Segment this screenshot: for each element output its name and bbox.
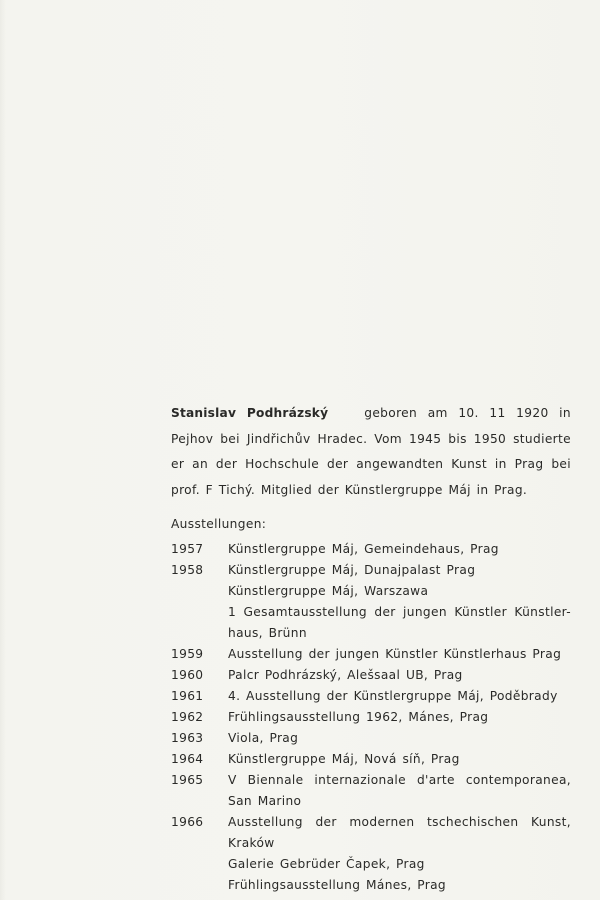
exhibition-year-1957 [171,539,571,560]
year-label: 1963 [171,731,204,745]
artist-biography-section [171,401,571,896]
exhibition-entries [228,644,571,665]
exhibition-year-1960 [171,665,571,686]
year-label: 1957 [171,542,204,556]
exhibitions-list [171,539,571,896]
exhibition-entries [228,707,571,728]
exhibition-year-1965 [171,770,571,812]
exhibition-entry: Galerie Gebrüder Čapek, Prag [228,857,425,871]
exhibition-entry: Ausstellung der jungen Künstler Künstlerhaus Prag [228,647,562,661]
year-label: 1962 [171,710,204,724]
year-label: 1958 [171,563,204,577]
exhibition-entry: V Biennale internazionale d'arte contemporanea, San Marino [228,773,571,808]
exhibition-entry: Ausstellung der modernen tschechischen Kunst, Kraków [228,815,571,850]
exhibition-entries [228,749,571,770]
exhibition-entry: Frühlingsausstellung 1962, Mánes, Prag [228,710,489,724]
exhibition-year-1959 [171,644,571,665]
exhibition-entry: Künstlergruppe Máj, Nová síň, Prag [228,752,460,766]
exhibition-entry: 1 Gesamtausstellung der jungen Künstler Künstler-haus, Brünn [228,605,571,640]
exhibition-entry: Viola, Prag [228,731,299,745]
exhibition-entries [228,539,571,560]
bio-text: geboren am 10. 11 1920 in Pejhov bei Jindřichův Hradec. Vom 1945 bis 1950 studierte er an der Hochschule der angewandten Kunst in Prag bei prof. F Tichý. Mitglied der Künstlergruppe Máj in Prag. [171,406,571,497]
exhibition-entries [228,812,571,896]
year-label: 1964 [171,752,204,766]
exhibition-year-1962 [171,707,571,728]
exhibitions-heading: Ausstellungen: [171,517,267,531]
exhibition-year-1963 [171,728,571,749]
exhibition-year-1958 [171,560,571,644]
exhibition-year-1961 [171,686,571,707]
exhibition-entries [228,560,571,644]
year-label: 1961 [171,689,204,703]
exhibition-year-1966 [171,812,571,896]
exhibition-entry: 4. Ausstellung der Künstlergruppe Máj, Poděbrady [228,689,558,703]
year-label: 1959 [171,647,204,661]
bio-paragraph [171,401,571,503]
exhibition-entry: Palcr Podhrázský, Alešsaal UB, Prag [228,668,463,682]
year-label: 1966 [171,815,204,829]
exhibition-entry: Frühlingsausstellung Mánes, Prag [228,878,447,892]
exhibition-entries [228,686,571,707]
artist-name: Stanislav Podhrázský [171,406,329,420]
exhibition-entries [228,770,571,812]
year-label: 1960 [171,668,204,682]
exhibition-year-1964 [171,749,571,770]
year-label: 1965 [171,773,204,787]
exhibition-entry: Künstlergruppe Máj, Dunajpalast Prag [228,563,476,577]
exhibition-entry: Künstlergruppe Máj, Warszawa [228,584,429,598]
exhibition-entry: Künstlergruppe Máj, Gemeindehaus, Prag [228,542,499,556]
exhibition-entries [228,665,571,686]
exhibition-entries [228,728,571,749]
